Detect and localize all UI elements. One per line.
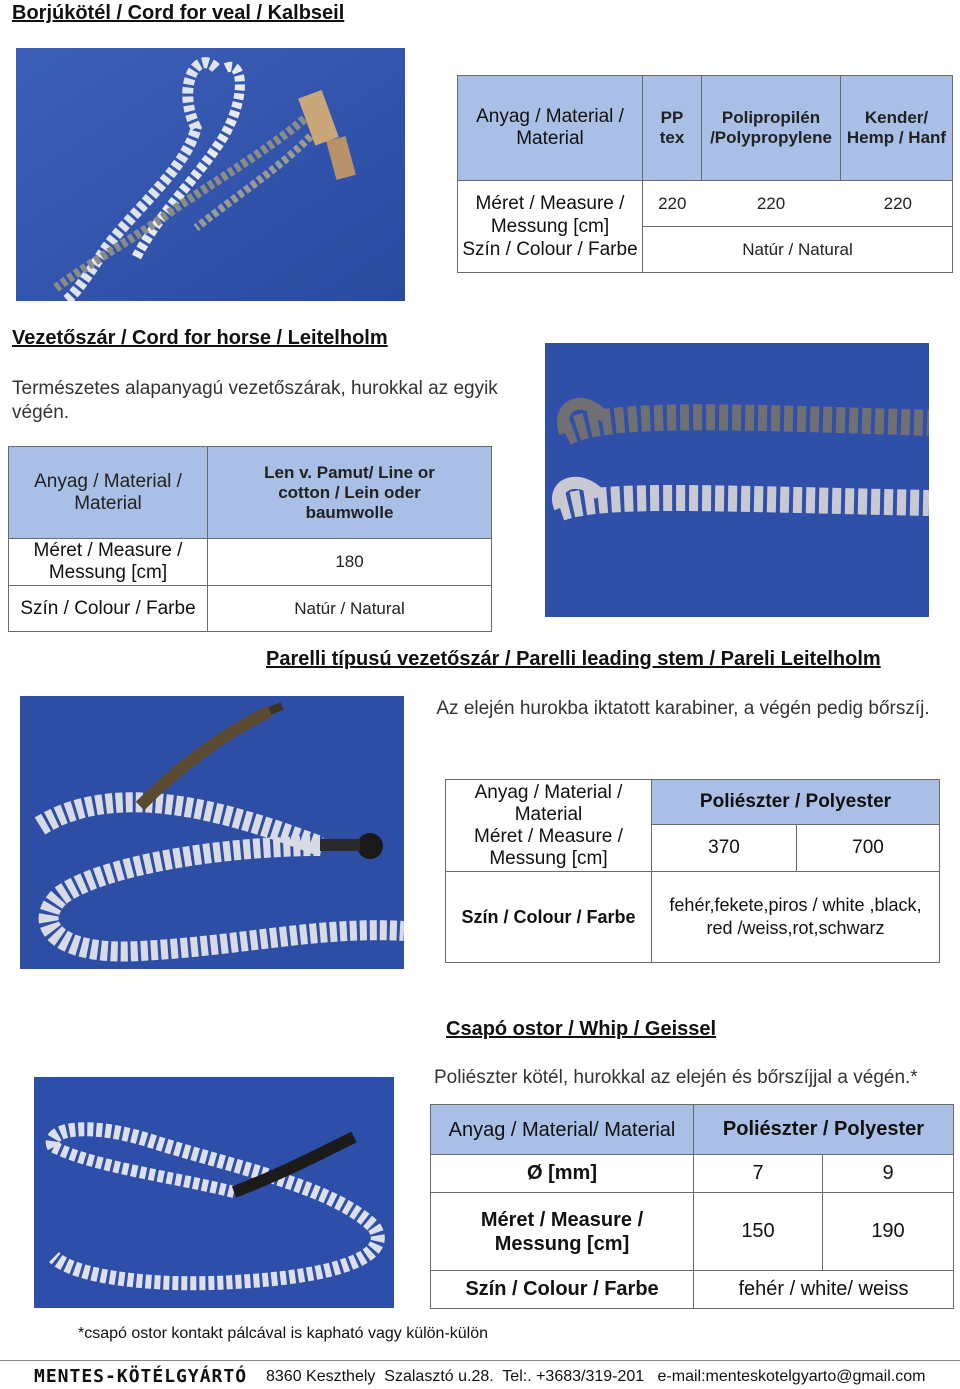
veal-cord-spec-table [457,75,953,273]
measure-polypropylene: 220 [702,181,841,227]
veal-cord-photo [16,48,405,301]
section2-title: Vezetőszár / Cord for horse / Leitelholm [12,327,388,349]
pp-tex-header: PP tex [643,76,702,181]
horse-cord-spec-table [8,446,492,632]
measure-label: Méret / Measure / Messung [cm] [474,825,623,869]
section1-title: Borjúkötél / Cord for veal / Kalbseil [12,2,345,24]
material-label: Anyag / Material / Material [9,447,208,539]
diameter-7: 7 [694,1155,823,1193]
material-label: Anyag / Material / Material [458,76,643,181]
measure-colour-labels [458,181,643,273]
measure-190: 190 [823,1193,954,1271]
diameter-9: 9 [823,1155,954,1193]
colour-label: Szín / Colour / Farbe [462,239,638,260]
section4-description: Poliészter kötél, hurokkal az elején és bőrszíjjal a végén.* [434,1067,918,1088]
material-label: Anyag / Material/ Material [431,1105,694,1155]
measure-label: Méret / Measure / Messung [cm] [475,193,625,237]
footer-contact: 8360 Keszthely Szalasztó u.28. Tel:. +3683/319-201 e-mail:menteskotelgyarto@gmail.com [266,1368,926,1385]
diameter-label: Ø [mm] [431,1155,694,1193]
colour-label: Szín / Colour / Farbe [431,1271,694,1309]
whip-spec-table [430,1104,954,1309]
measure-150: 150 [694,1193,823,1271]
material-value: Poliészter / Polyester [652,780,940,825]
colour-value: Natúr / Natural [208,586,492,632]
section4-title: Csapó ostor / Whip / Geissel [446,1018,717,1040]
colour-label: Szín / Colour / Farbe [446,872,652,963]
measure-700: 700 [797,825,940,872]
colour-value: Natúr / Natural [643,227,953,273]
horse-cord-photo [545,343,929,617]
whip-footnote: *csapó ostor kontakt pálcával is kapható vagy külön-külön [78,1325,489,1342]
polypropylene-header: Polipropilén /Polypropylene [702,76,841,181]
colour-value: fehér,fekete,piros / white ,black, red /weiss,rot,schwarz [652,872,940,963]
material-label: Anyag / Material / Material [474,781,623,825]
measure-label: Méret / Measure / Messung [cm] [9,539,208,586]
parelli-lead-photo [20,696,404,969]
measure-label: Méret / Measure / Messung [cm] [431,1193,694,1271]
hemp-header: Kender/ Hemp / Hanf [841,76,953,181]
parelli-spec-table [445,779,940,963]
footer [0,1360,960,1389]
measure-value: 180 [208,539,492,586]
measure-hemp: 220 [841,181,953,227]
colour-label: Szín / Colour / Farbe [9,586,208,632]
material-measure-labels [446,780,652,872]
section3-description: Az elején hurokba iktatott karabiner, a végén pedig bőrszíj. [436,698,930,719]
colour-value: fehér / white/ weiss [694,1271,954,1309]
measure-370: 370 [652,825,797,872]
whip-photo [34,1077,394,1308]
measure-pp: 220 [643,181,702,227]
section2-description: Természetes alapanyagú vezetőszárak, hurokkal az egyik végén. [12,378,498,423]
footer-brand: MENTES-KÖTÉLGYÁRTÓ [34,1366,248,1387]
material-value: Poliészter / Polyester [694,1105,954,1155]
section3-title: Parelli típusú vezetőszár / Parelli leading stem / Pareli Leitelholm [266,648,881,670]
footer-divider [0,1360,960,1361]
material-value: Len v. Pamut/ Line or cotton / Lein oder baumwolle [208,447,492,539]
